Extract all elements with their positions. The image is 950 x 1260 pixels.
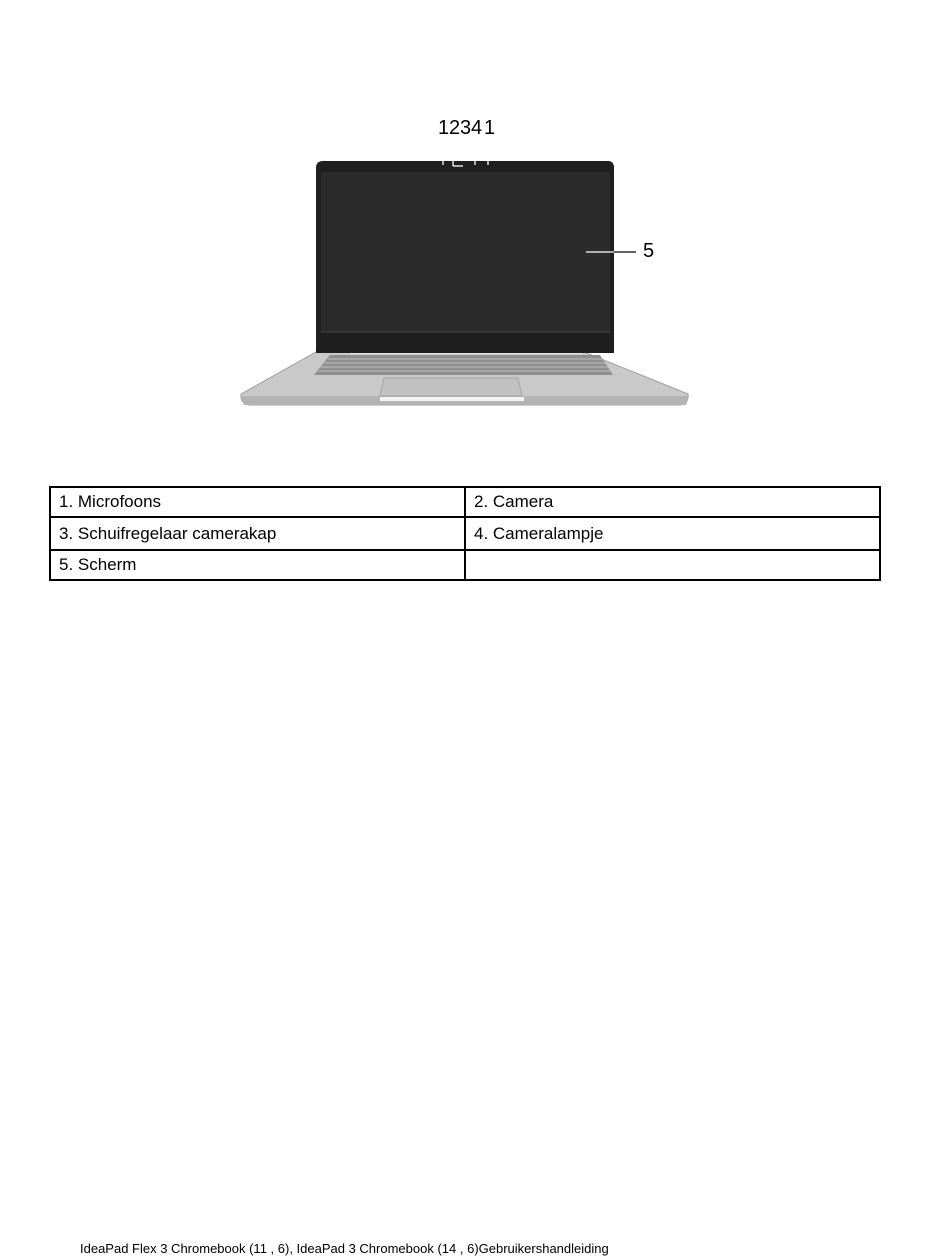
base-notch xyxy=(380,397,524,401)
legend-cell-empty xyxy=(465,550,880,580)
callout-1-right: 1 xyxy=(484,117,496,139)
table-row xyxy=(50,487,880,517)
laptop-front-view-figure xyxy=(0,0,950,440)
legend-cell: 5. Scherm xyxy=(50,550,465,580)
callout-2: 2 xyxy=(449,117,461,139)
keyboard xyxy=(314,355,613,375)
screen xyxy=(321,172,610,332)
legend-cell: 3. Schuifregelaar camerakap xyxy=(50,517,465,550)
callout-3: 3 xyxy=(460,117,472,139)
table-row xyxy=(50,517,880,550)
callout-4: 4 xyxy=(471,117,483,139)
legend-cell: 4. Cameralampje xyxy=(465,517,880,550)
callout-1-left: 1 xyxy=(438,117,450,139)
laptop-illustration xyxy=(0,0,950,440)
page-footer: IdeaPad Flex 3 Chromebook (11 , 6), IdeaPad 3 Chromebook (14 , 6)Gebruikershandleiding xyxy=(80,1241,609,1256)
legend-cell: 1. Microfoons xyxy=(50,487,465,517)
table-row xyxy=(50,550,880,580)
touchpad xyxy=(380,378,522,396)
callout-5: 5 xyxy=(643,240,655,262)
component-legend-table xyxy=(49,486,881,581)
legend-cell: 2. Camera xyxy=(465,487,880,517)
